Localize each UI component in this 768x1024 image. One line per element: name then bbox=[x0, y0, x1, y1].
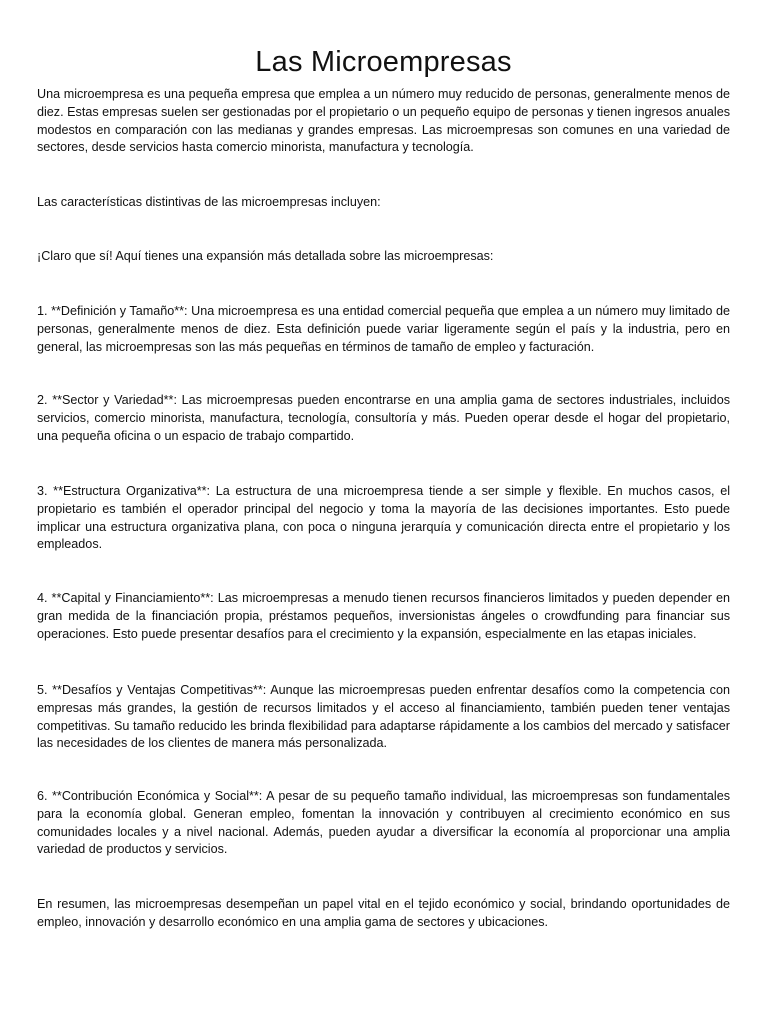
point-1-paragraph: 1. **Definición y Tamaño**: Una microempresa es una entidad comercial pequeña que emplea a un número muy limitado de personas, generalmente menos de diez. Esta definición puede variar ligeramente según el país y la industria, pero en general, las microempresas son las más pequeñas en términos de tamaño de empleo y facturación. bbox=[37, 304, 730, 354]
point-5-paragraph: 5. **Desafíos y Ventajas Competitivas**: Aunque las microempresas pueden enfrentar desafíos como la competencia con empresas más grandes, la gestión de recursos limitados y el acceso al financiamiento, también pueden tener ventajas competitivas. Su tamaño reducido les brinda flexibilidad para adaptarse rápidamente a los cambios del mercado y satisfacer las necesidades de los clientes de manera más personalizada. bbox=[37, 683, 730, 751]
characteristics-intro-paragraph: Las características distintivas de las microempresas incluyen: bbox=[37, 195, 381, 209]
intro-paragraph: Una microempresa es una pequeña empresa que emplea a un número muy reducido de personas, generalmente menos de diez. Estas empresas suelen ser gestionadas por el propietario o un pequeño equipo de personas y tienen ingresos anuales modestos en comparación con las medianas y grandes empresas. Las microempresas son comunes en una variedad de sectores, desde servicios hasta comercio minorista, manufactura y tecnología. bbox=[37, 87, 730, 155]
point-3-paragraph: 3. **Estructura Organizativa**: La estructura de una microempresa tiende a ser simple y flexible. En muchos casos, el propietario es también el operador principal del negocio y toma la mayoría de las decisiones importantes. Esto puede implicar una estructura organizativa plana, con poca o ninguna jerarquía y comunicación directa entre el propietario y los empleados. bbox=[37, 484, 730, 552]
point-4-paragraph: 4. **Capital y Financiamiento**: Las microempresas a menudo tienen recursos financieros limitados y pueden depender en gran medida de la financiación propia, préstamos pequeños, inversionistas ángeles o crowdfunding para financiar sus operaciones. Esto puede presentar desafíos para el crecimiento y la expansión, especialmente en las etapas iniciales. bbox=[37, 591, 730, 641]
conclusion-paragraph: En resumen, las microempresas desempeñan un papel vital en el tejido económico y social, brindando oportunidades de empleo, innovación y desarrollo económico en una amplia gama de sectores y ubicaciones. bbox=[37, 897, 730, 929]
expansion-intro-paragraph: ¡Claro que sí! Aquí tienes una expansión más detallada sobre las microempresas: bbox=[37, 249, 494, 263]
point-6-paragraph: 6. **Contribución Económica y Social**: A pesar de su pequeño tamaño individual, las microempresas son fundamentales para la economía global. Generan empleo, fomentan la innovación y contribuyen al crecimiento económico en sus comunidades locales y a nivel nacional. Además, pueden ayudar a diversificar la economía al proporcionar una amplia variedad de productos y servicios. bbox=[37, 789, 730, 857]
point-2-paragraph: 2. **Sector y Variedad**: Las microempresas pueden encontrarse en una amplia gama de sectores industriales, incluidos servicios, comercio minorista, manufactura, tecnología, consultoría y más. Pueden operar desde el hogar del propietario, una pequeña oficina o un espacio de trabajo compartido. bbox=[37, 393, 730, 443]
page-title: Las Microempresas bbox=[255, 46, 512, 78]
